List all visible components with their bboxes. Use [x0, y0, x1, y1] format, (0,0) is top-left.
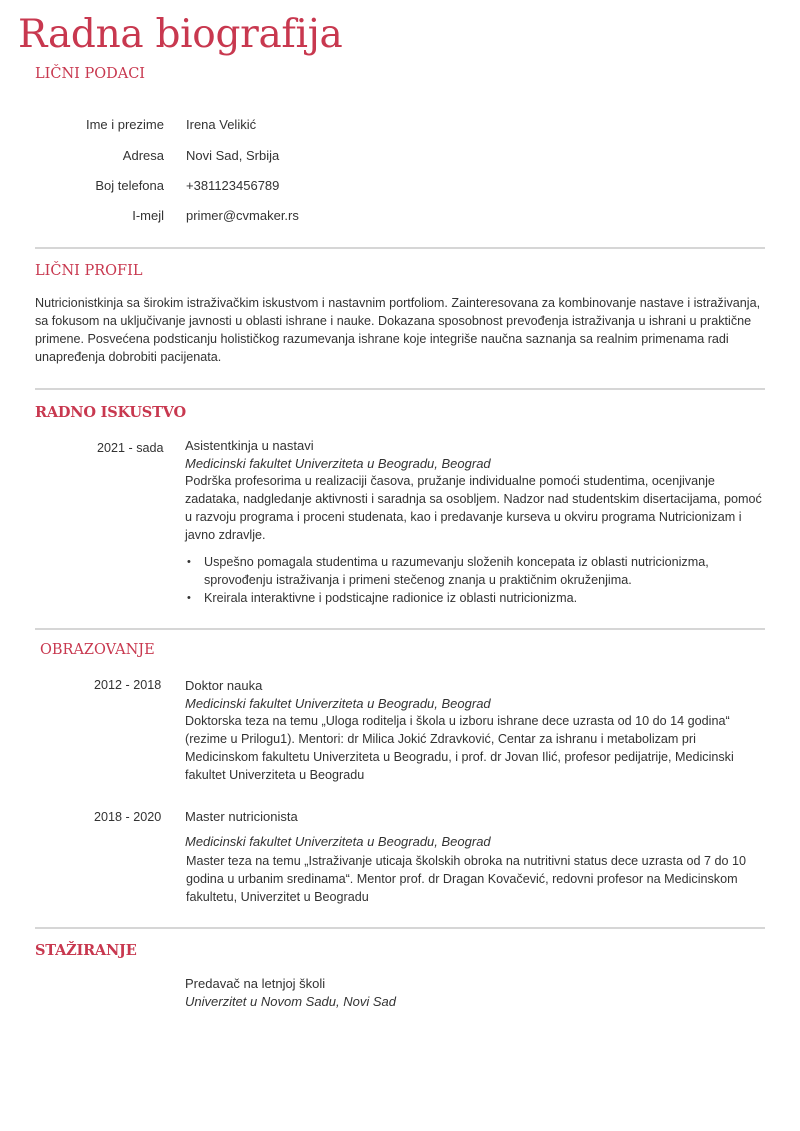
personal-label: Ime i prezime — [85, 117, 164, 132]
bullet-icon: • — [187, 556, 191, 568]
personal-label: I-mejl — [132, 208, 164, 223]
entry-title: Doktor nauka — [185, 678, 263, 693]
personal-value: Irena Velikić — [186, 117, 257, 132]
personal-value: primer@cvmaker.rs — [186, 208, 299, 223]
section-heading-education: OBRAZOVANJE — [40, 642, 155, 658]
list-item — [186, 589, 746, 607]
section-heading-personal: LIČNI PODACI — [35, 66, 146, 82]
section-divider — [35, 388, 765, 390]
entry-date: 2018 - 2020 — [94, 810, 162, 824]
personal-value: Novi Sad, Srbija — [186, 148, 280, 163]
section-heading-experience: RADNO ISKUSTVO — [35, 404, 186, 421]
document-title: Radna biografija — [18, 12, 343, 57]
entry-date: 2012 - 2018 — [94, 678, 162, 692]
personal-label: Boj telefona — [95, 178, 164, 193]
section-heading-internship: STAŽIRANJE — [35, 942, 137, 959]
entry-description: Podrška profesorima u realizaciji časova, pružanje individualne pomoći studentima, ocenjivanje zadataka, nadgledanje aktivnosti i saradnja sa osobljem. Nadzor nad studentskim disertacijama, pomoć u razvoju programa i proceni studenata, kao i predavanje kurseva u okviru programa Nutricionizam i javno zdravlje. — [185, 474, 762, 542]
entry-description: Doktorska teza na temu „Uloga roditelja i škola u izboru ishrane dece uzrasta od 10 do 14 godina“ (rezime u Prilogu1). Mentori: dr Milica Jokić Zdravković, Centar za ishranu i metabolizam pri Medicinskom fakultetu Univerziteta u Beogradu, i prof. dr Jovan Ilić, profesor pedijatrije, Medicinski fakultet Univerziteta u Beogradu — [185, 714, 734, 782]
entry-organization: Medicinski fakultet Univerziteta u Beogradu, Beograd — [185, 696, 491, 711]
bullet-icon: • — [187, 592, 191, 604]
entry-title: Asistentkinja u nastavi — [185, 438, 314, 453]
entry-achievements — [186, 553, 746, 607]
list-item — [186, 553, 746, 589]
entry-organization: Univerzitet u Novom Sadu, Novi Sad — [185, 994, 396, 1009]
entry-description: Master teza na temu „Istraživanje uticaja školskih obroka na nutritivni status dece uzrasta od 7 do 10 godina u urbanim sredinama“. Mentor prof. dr Dragan Kovačević, redovni profesor na Medicinskom fakultetu, Univerzitet u Beogradu — [186, 854, 747, 904]
entry-organization: Medicinski fakultet Univerziteta u Beogradu, Beograd — [185, 834, 491, 849]
personal-value: +381123456789 — [186, 178, 280, 193]
bullet-text: Uspešno pomagala studentima u razumevanju složenih koncepata iz oblasti nutricionizma, sprovođenju istraživanja i primeni stečenog znanja u praktičnim okruženjima. — [204, 555, 709, 587]
entry-title: Predavač na letnjoj školi — [185, 976, 326, 991]
entry-organization: Medicinski fakultet Univerziteta u Beogradu, Beograd — [185, 456, 491, 471]
section-divider — [35, 628, 765, 630]
bullet-text: Kreirala interaktivne i podsticajne radionice iz oblasti nutricionizma. — [204, 591, 578, 605]
section-heading-profile: LIČNI PROFIL — [35, 263, 143, 279]
section-divider — [35, 247, 765, 249]
entry-title: Master nutricionista — [185, 809, 298, 824]
profile-text: Nutricionistkinja sa širokim istraživačkim iskustvom i nastavnim portfoliom. Zainteresovana za kombinovanje nastave i istraživanja, sa fokusom na uključivanje javnosti u oblasti ishrane i nauke. Dokazana sposobnost prevođenja istraživanja u ishrani u praktične primene. Posvećena podsticanju holističkog razumevanja ishrane koje integriše naučna saznanja sa realnim primenama radi unapređenja dobrobiti pacijenata. — [35, 296, 761, 364]
personal-label: Adresa — [122, 148, 164, 163]
entry-date: 2021 - sada — [97, 441, 164, 455]
section-divider — [35, 927, 765, 929]
